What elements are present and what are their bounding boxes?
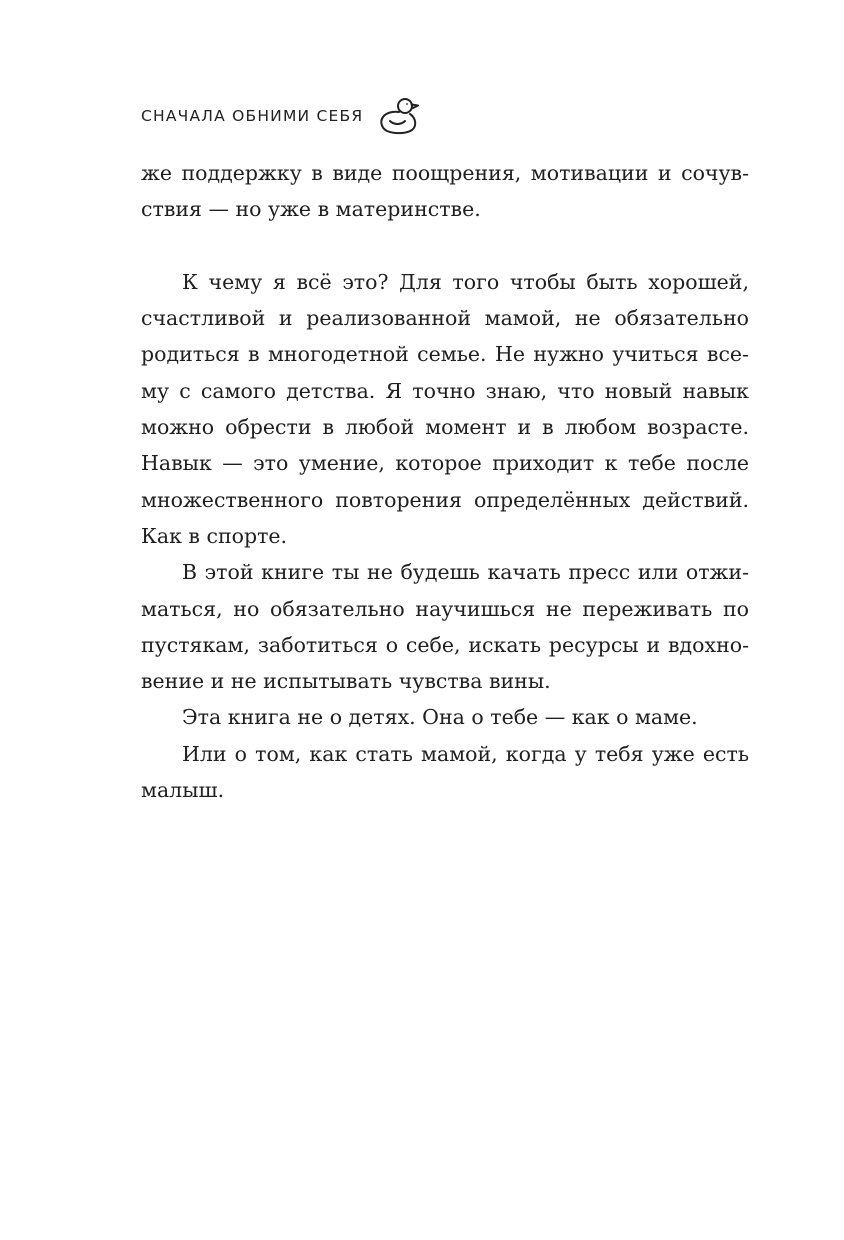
text-line: родиться в многодетной семье. Не нужно учиться все- (141, 342, 749, 367)
text-line: ствия — но уже в материнстве. (141, 197, 481, 222)
text-line: же поддержку в виде поощрения, мотивации и сочув- (141, 161, 749, 185)
rubber-duck-icon (377, 94, 421, 138)
text-line: му с самого детства. Я точно знаю, что новый навык (141, 378, 749, 403)
text-line: маться, но обязательно научишься не переживать по (141, 596, 749, 621)
text-line: можно обрести в любой момент и в любом возрасте. (141, 415, 749, 440)
paragraph-gap (141, 228, 749, 264)
text-line: В этой книге ты не будешь качать пресс или отжи- (182, 560, 749, 585)
running-title: СНАЧАЛА ОБНИМИ СЕБЯ (141, 107, 364, 125)
text-line: Как в спорте. (141, 523, 288, 548)
body-text (141, 155, 749, 808)
text-line: Навык — это умение, которое приходит к тебе после (141, 451, 749, 476)
text-line: пустякам, заботиться о себе, искать ресурсы и вдохно- (141, 632, 749, 657)
running-head (141, 94, 421, 138)
text-line: Эта книга не о детях. Она о тебе — как о маме. (182, 705, 698, 730)
text-line: счастливой и реализованной мамой, не обязательно (141, 306, 749, 331)
text-line: К чему я всё это? Для того чтобы быть хорошей, (182, 269, 749, 294)
text-line: Или о том, как стать мамой, когда у тебя уже есть (182, 741, 749, 766)
text-line: малыш. (141, 778, 225, 803)
text-line: множественного повторения определённых действий. (141, 487, 749, 512)
text-line: вение и не испытывать чувства вины. (141, 669, 551, 694)
